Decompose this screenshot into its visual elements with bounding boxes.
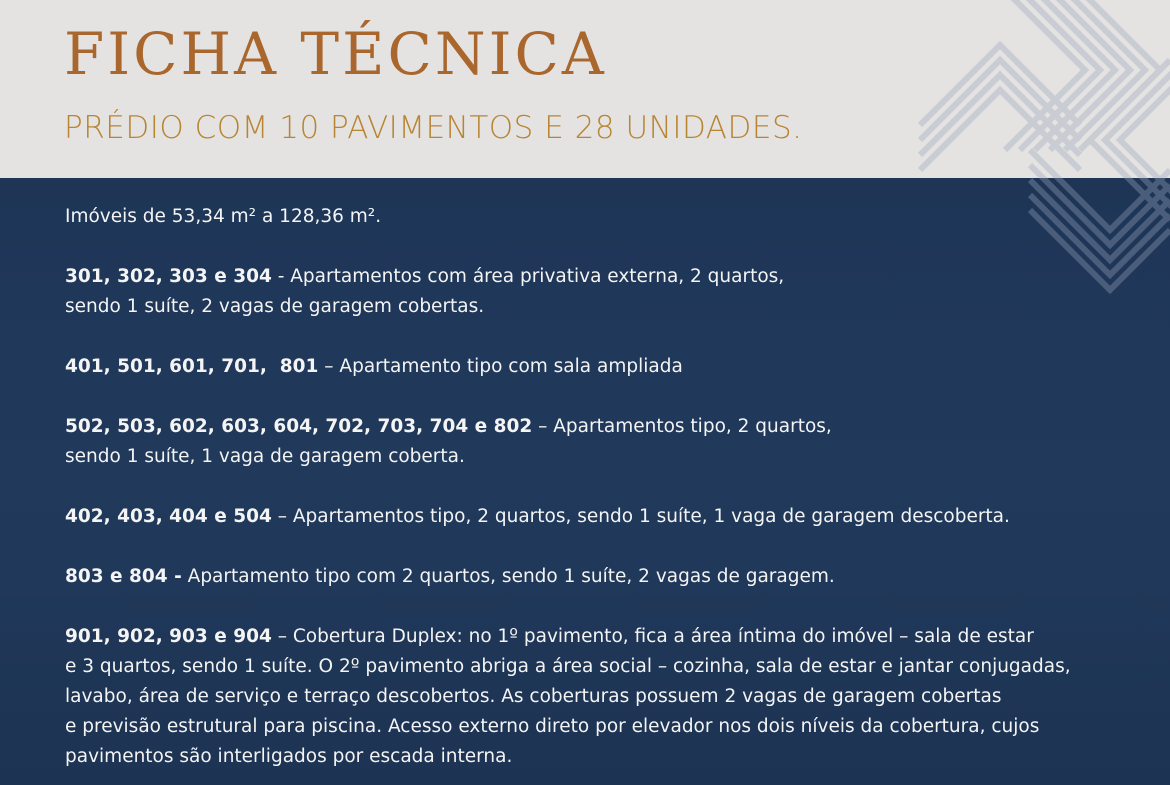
spec-content [0,178,1170,785]
spec-item [65,352,1145,382]
spec-item-text: - Apartamentos com área privativa externa, 2 quartos, sendo 1 suíte, 2 vagas de garagem cobertas. [65,266,785,317]
spec-item-text: – Apartamentos tipo, 2 quartos, sendo 1 suíte, 1 vaga de garagem descoberta. [271,506,1010,527]
spec-item [65,622,1145,772]
spec-item-text: – Apartamentos tipo, 2 quartos, sendo 1 suíte, 1 vaga de garagem coberta. [65,416,832,467]
spec-item-text: – Cobertura Duplex: no 1º pavimento, fica a área íntima do imóvel – sala de estar e 3 quartos, sendo 1 suíte. O 2º pavimento abriga a área social – cozinha, sala de estar e jantar conjugadas, lavabo, área de serviço e terraço descobertos. As coberturas possuem 2 vagas de garagem cobertas e previsão estrutural para piscina. Acesso externo direto por elevador nos dois níveis da cobertura, cujos pavimentos são interligados por escada interna. [65,626,1071,767]
spec-item-units: 401, 501, 601, 701, 801 [65,356,319,377]
header-band [0,0,1170,178]
spec-item-text: – Apartamento tipo com sala ampliada [318,356,683,377]
spec-item [65,262,1145,322]
spec-item-units: 803 e 804 - [65,566,182,587]
spec-item-units: 502, 503, 602, 603, 604, 702, 703, 704 e 802 [65,416,533,437]
page-subtitle: PRÉDIO COM 10 PAVIMENTOS E 28 UNIDADES. [64,110,803,146]
spec-item-units: 402, 403, 404 e 504 [65,506,272,527]
spec-item [65,562,1145,592]
spec-item-text: Apartamento tipo com 2 quartos, sendo 1 suíte, 2 vagas de garagem. [181,566,835,587]
spec-item-units: 301, 302, 303 e 304 [65,266,272,287]
spec-item [65,412,1145,472]
intro-text: Imóveis de 53,34 m² a 128,36 m². [65,206,382,227]
spec-item-units: 901, 902, 903 e 904 [65,626,272,647]
page-title: FICHA TÉCNICA [64,20,607,88]
spec-item [65,502,1145,532]
